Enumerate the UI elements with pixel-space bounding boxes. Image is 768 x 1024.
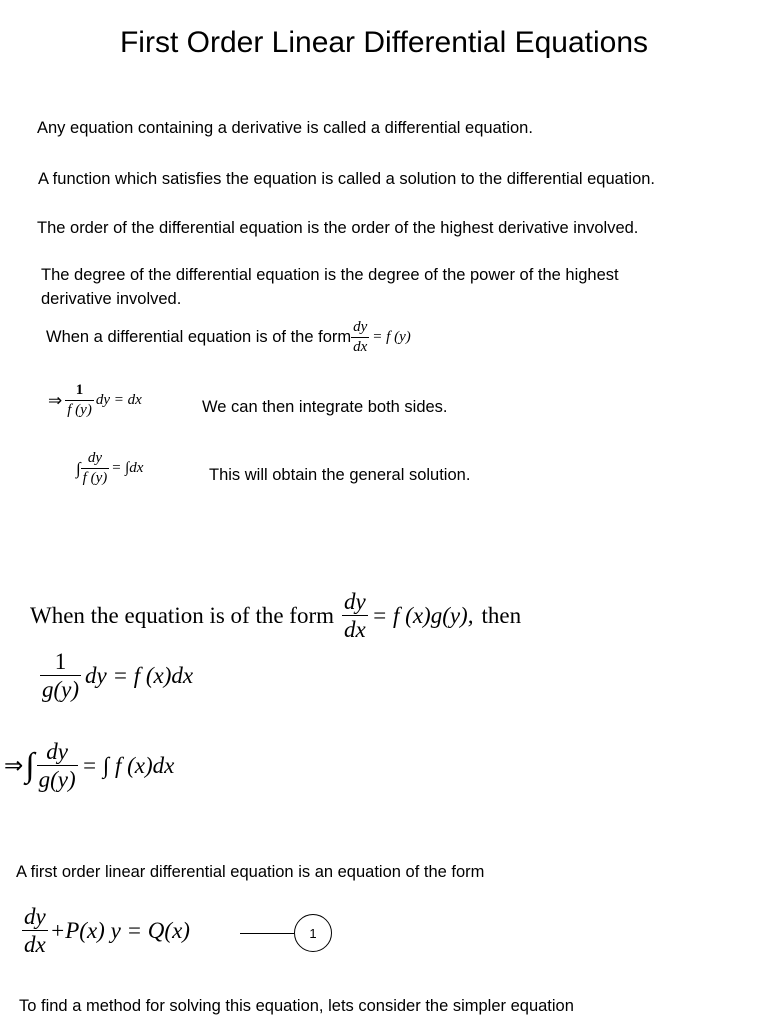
linear-equation-rhs: +P(x) y = Q(x) — [49, 917, 190, 943]
step1-rhs: dy = dx — [95, 392, 142, 408]
equation-label-connector — [240, 933, 294, 934]
product-form-rhs: = f (x)g(y), — [371, 602, 474, 628]
step2-note: This will obtain the general solution. — [209, 466, 471, 484]
fraction-numerator: 1 — [75, 382, 84, 398]
fraction-denominator: dx — [344, 617, 366, 642]
separable-step2 — [76, 451, 143, 486]
fraction-numerator: dy — [24, 904, 46, 929]
product-dy-dx-fraction — [342, 590, 368, 641]
integral-sign: ∫ — [76, 458, 81, 478]
fraction-denominator: f (y) — [82, 470, 108, 486]
separable-intro-row — [46, 320, 411, 355]
fraction-numerator: 1 — [54, 649, 67, 674]
fraction-numerator: dy — [344, 589, 366, 614]
line3-fraction — [37, 740, 78, 791]
definition-order: The order of the differential equation is the order of the highest derivative involved. — [37, 219, 639, 237]
fraction-numerator: dy — [46, 739, 68, 764]
separable-step1 — [48, 383, 142, 418]
line2-rhs: dy = f (x)dx — [85, 662, 194, 688]
fraction-numerator: dy — [87, 450, 103, 466]
line2-fraction — [40, 650, 81, 701]
definition-degree-line1: The degree of the differential equation is the degree of the power of the highest — [41, 266, 619, 284]
step2-fraction — [81, 451, 110, 486]
linear-equation — [22, 905, 190, 956]
linear-dy-dx-fraction — [22, 905, 48, 956]
product-form-line2 — [40, 650, 193, 701]
fraction-denominator: dx — [353, 339, 368, 355]
fraction-numerator: dy — [353, 319, 368, 335]
product-form-intro-row — [30, 590, 521, 641]
implies-arrow: ⇒ — [48, 390, 63, 410]
product-form-then: then — [481, 602, 522, 628]
definition-solution: A function which satisfies the equation is called a solution to the differential equation. — [38, 170, 656, 188]
page-title: First Order Linear Differential Equations — [119, 26, 649, 59]
separable-dy-dx-fraction — [351, 320, 369, 355]
integral-sign: ∫ — [25, 746, 35, 784]
product-form-line3 — [4, 740, 174, 791]
equation-number-label: 1 — [294, 914, 332, 952]
definition-differential-equation: Any equation containing a derivative is called a differential equation. — [37, 119, 533, 137]
fraction-denominator: dx — [24, 932, 46, 957]
separable-eq-rhs: = f (y) — [372, 329, 411, 345]
linear-method-text: To find a method for solving this equation, lets consider the simpler equation — [19, 997, 574, 1015]
separable-intro-text: When a differential equation is of the form — [46, 328, 352, 346]
step1-note: We can then integrate both sides. — [202, 398, 448, 416]
line3-rhs: = ∫ f (x)dx — [81, 752, 175, 778]
product-form-intro-text: When the equation is of the form — [30, 602, 335, 628]
step1-fraction — [65, 383, 94, 418]
definition-degree-line2: derivative involved. — [41, 290, 182, 308]
fraction-denominator: f (y) — [67, 402, 92, 418]
implies-arrow: ⇒ — [4, 752, 24, 778]
linear-intro: A first order linear differential equation is an equation of the form — [16, 863, 485, 881]
step2-rhs: = ∫dx — [111, 460, 144, 476]
fraction-denominator: g(y) — [42, 677, 80, 702]
fraction-denominator: g(y) — [38, 767, 76, 792]
